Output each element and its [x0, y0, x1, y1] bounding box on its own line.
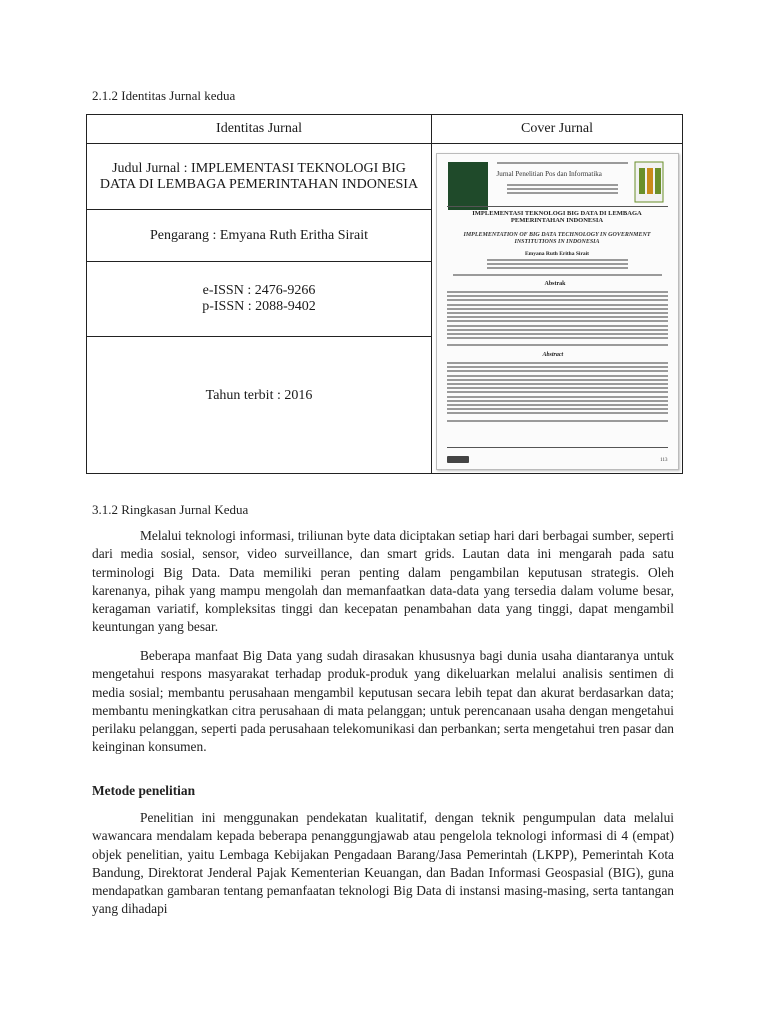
- cover-abstrak-lines: [447, 291, 668, 341]
- summary-paragraph-1: [92, 527, 674, 637]
- eissn-text: e-ISSN : 2476-9266: [202, 283, 316, 298]
- cover-abstrak-label: Abstrak: [544, 281, 566, 287]
- cover-header-lines: [497, 162, 628, 166]
- cover-date-line: [453, 274, 662, 278]
- section-heading-ringkasan: 3.1.2 Ringkasan Jurnal Kedua: [92, 502, 249, 517]
- table-header-cover: Cover Jurnal: [432, 115, 683, 144]
- cover-author: Emyana Ruth Eritha Sirait: [524, 251, 590, 257]
- cell-cover: [432, 144, 683, 474]
- section-heading-identitas: 2.1.2 Identitas Jurnal kedua: [92, 88, 236, 103]
- cover-issn-lines: [507, 184, 618, 197]
- paragraph-3-text: Penelitian ini menggunakan pendekatan kualitatif, dengan teknik pengumpulan data melalui wawancara mendalam kepada beberapa penanggungjawab atau pengelola teknologi informasi di 4 (empat) objek penelitian, yaitu Lembaga Kebijakan Pengadaan Barang/Jasa Pemerintah (LKPP), Pemerintah Kota Bandung, Direktorat Jenderal Pajak Kementerian Keuangan, dan Badan Informasi Geospasial (BIG), guna mendapatkan gambaran tentang pemanfaatan teknologi Big Data di instansi masing-masing, serta tantangan yang dihadapi: [92, 810, 674, 917]
- creative-commons-icon: [447, 456, 469, 463]
- cover-journal-name: Jurnal Penelitian Pos dan Informatika: [496, 170, 602, 178]
- cover-page-number: 113: [660, 458, 668, 463]
- cover-affiliation-lines: [487, 259, 628, 272]
- pissn-text: p-ISSN : 2088-9402: [202, 299, 316, 314]
- cover-keywords-en-line: [447, 420, 668, 424]
- cell-issn: [87, 262, 432, 337]
- metode-heading: Metode penelitian: [92, 783, 196, 798]
- journal-cover-image: [436, 153, 679, 470]
- cell-pengarang: Pengarang : Emyana Ruth Eritha Sirait: [87, 210, 432, 262]
- metode-paragraph: [92, 809, 674, 919]
- cell-judul: Judul Jurnal : IMPLEMENTASI TEKNOLOGI BIG DATA DI LEMBAGA PEMERINTAHAN INDONESIA: [87, 144, 432, 210]
- cover-title-id: IMPLEMENTASI TEKNOLOGI BIG DATA DI LEMBAGA PEMERINTAHAN INDONESIA: [472, 210, 642, 224]
- cover-green-block: [448, 162, 488, 210]
- journal-logo-icon: [632, 160, 666, 204]
- cover-abstract-lines: [447, 362, 668, 416]
- paragraph-2-text: Beberapa manfaat Big Data yang sudah dirasakan khususnya bagi dunia usaha diantaranya untuk mengetahui respons masyarakat terhadap produk-produk yang dikeluarkan melalui analisis sentimen di media sosial; membantu perusahaan mengambil keputusan secara lebih tepat dan akurat berdasarkan data; membantu meningkatkan citra perusahaan di mata pelanggan; untuk perencanaan usaha dengan mengetahui perilaku pelanggan, seperti pada perusahaan telekomunikasi dan perbankan; serta mengetahui tren pasar dan keinginan konsumen.: [92, 648, 674, 755]
- paragraph-1-text: Melalui teknologi informasi, triliunan byte data diciptakan setiap hari dari berbagai sumber, seperti dari media sosial, sensor, video surveillance, dan smart grids. Lautan data ini mengarah pada satu terminologi Big Data. Data memiliki peran penting dalam pengambilan keputusan strategis. Oleh karenanya, pihak yang mampu mengolah dan memanfaatkan data-data yang tersedia dalam volume besar, keragaman variatif, kompleksitas tinggi dan kecepatan penambahan data yang tinggi, dapat mengambil keuntungan yang besar.: [92, 528, 674, 635]
- cover-keyword-line: [447, 344, 668, 348]
- cover-title-en: IMPLEMENTATION OF BIG DATA TECHNOLOGY IN GOVERNMENT INSTITUTIONS IN INDONESIA: [463, 232, 651, 245]
- table-header-identitas: Identitas Jurnal: [87, 115, 432, 144]
- cell-tahun: Tahun terbit : 2016: [87, 337, 432, 474]
- cover-rule-bottom: [447, 447, 668, 448]
- cover-rule-top: [447, 206, 668, 207]
- identity-table: [86, 114, 683, 474]
- summary-paragraph-2: [92, 647, 674, 757]
- cover-abstract-label: Abstract: [542, 352, 564, 358]
